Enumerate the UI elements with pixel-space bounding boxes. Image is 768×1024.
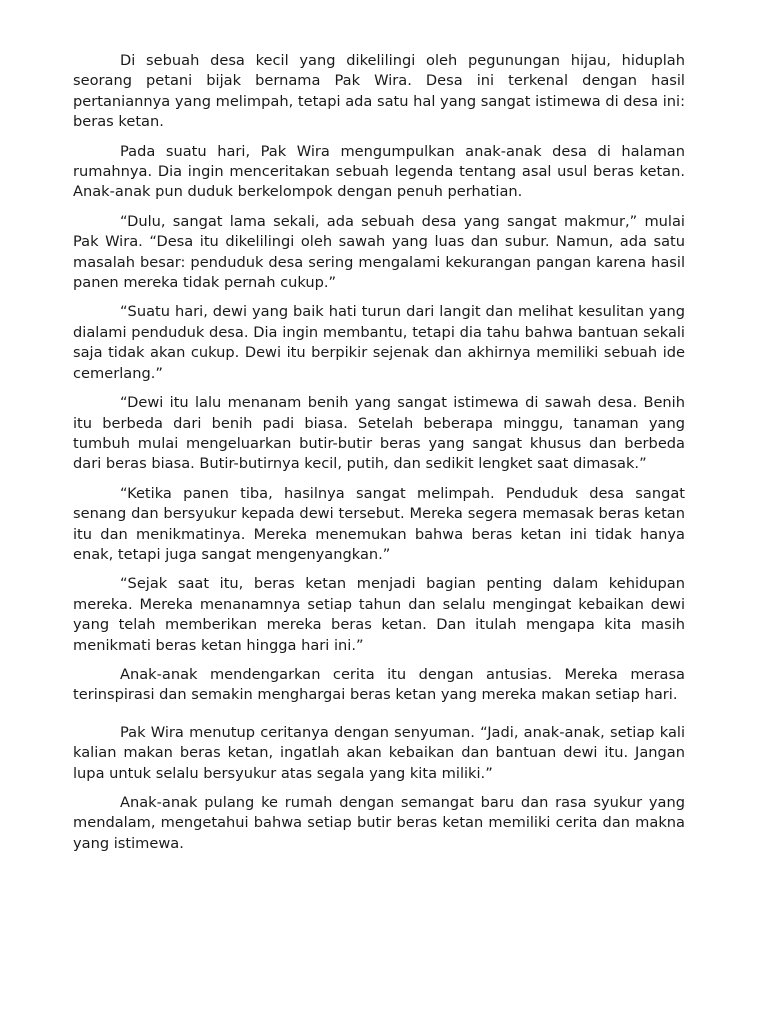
paragraph-7: “Sejak saat itu, beras ketan menjadi bagian penting dalam kehidupan mereka. Mereka menanamnya setiap tahun dan selalu mengingat kebaikan dewi yang telah memberikan mereka beras ketan. Dan itulah mengapa kita masih menikmati beras ketan hingga hari ini.” bbox=[73, 575, 685, 654]
paragraph-6: “Ketika panen tiba, hasilnya sangat melimpah. Penduduk desa sangat senang dan bersyukur kepada dewi tersebut. Mereka segera memasak beras ketan itu dan menikmatinya. Mereka menemukan bahwa beras ketan ini tidak hanya enak, tetapi juga sangat mengenyangkan.” bbox=[73, 484, 685, 563]
paragraph-2: Pada suatu hari, Pak Wira mengumpulkan anak-anak desa di halaman rumahnya. Dia ingin menceritakan sebuah legenda tentang asal usul beras ketan. Anak-anak pun duduk berkelompok dengan penuh perhatian. bbox=[73, 142, 685, 201]
paragraph-10: Anak-anak pulang ke rumah dengan semangat baru dan rasa syukur yang mendalam, mengetahui bahwa setiap butir beras ketan memiliki cerita dan makna yang istimewa. bbox=[73, 794, 685, 852]
paragraph-8: Anak-anak mendengarkan cerita itu dengan antusias. Mereka merasa terinspirasi dan semakin menghargai beras ketan yang mereka makan setiap hari. bbox=[73, 665, 685, 704]
paragraph-3: “Dulu, sangat lama sekali, ada sebuah desa yang sangat makmur,” mulai Pak Wira. “Desa itu dikelilingi oleh sawah yang luas dan subur. Namun, ada satu masalah besar: penduduk desa sering mengalami kekurangan pangan karena hasil panen mereka tidak pernah cukup.” bbox=[73, 212, 685, 292]
document-body bbox=[73, 51, 685, 863]
paragraph-4: “Suatu hari, dewi yang baik hati turun dari langit dan melihat kesulitan yang dialami penduduk desa. Dia ingin membantu, tetapi dia tahu bahwa bantuan sekali saja tidak akan cukup. Dewi itu berpikir sejenak dan akhirnya memiliki sebuah ide cemerlang.” bbox=[73, 303, 685, 382]
paragraph-9: Pak Wira menutup ceritanya dengan senyuman. “Jadi, anak-anak, setiap kali kalian makan beras ketan, ingatlah akan kebaikan dan bantuan dewi itu. Jangan lupa untuk selalu bersyukur atas segala yang kita miliki.” bbox=[73, 723, 685, 782]
paragraph-1: Di sebuah desa kecil yang dikelilingi oleh pegunungan hijau, hiduplah seorang petani bijak bernama Pak Wira. Desa ini terkenal dengan hasil pertaniannya yang melimpah, tetapi ada satu hal yang sangat istimewa di desa ini: beras ketan. bbox=[73, 52, 685, 131]
paragraph-5: “Dewi itu lalu menanam benih yang sangat istimewa di sawah desa. Benih itu berbeda dari benih padi biasa. Setelah beberapa minggu, tanaman yang tumbuh mulai mengeluarkan butir-butir beras yang sangat khusus dan berbeda dari beras biasa. Butir-butirnya kecil, putih, dan sedikit lengket saat dimasak.” bbox=[73, 394, 685, 473]
